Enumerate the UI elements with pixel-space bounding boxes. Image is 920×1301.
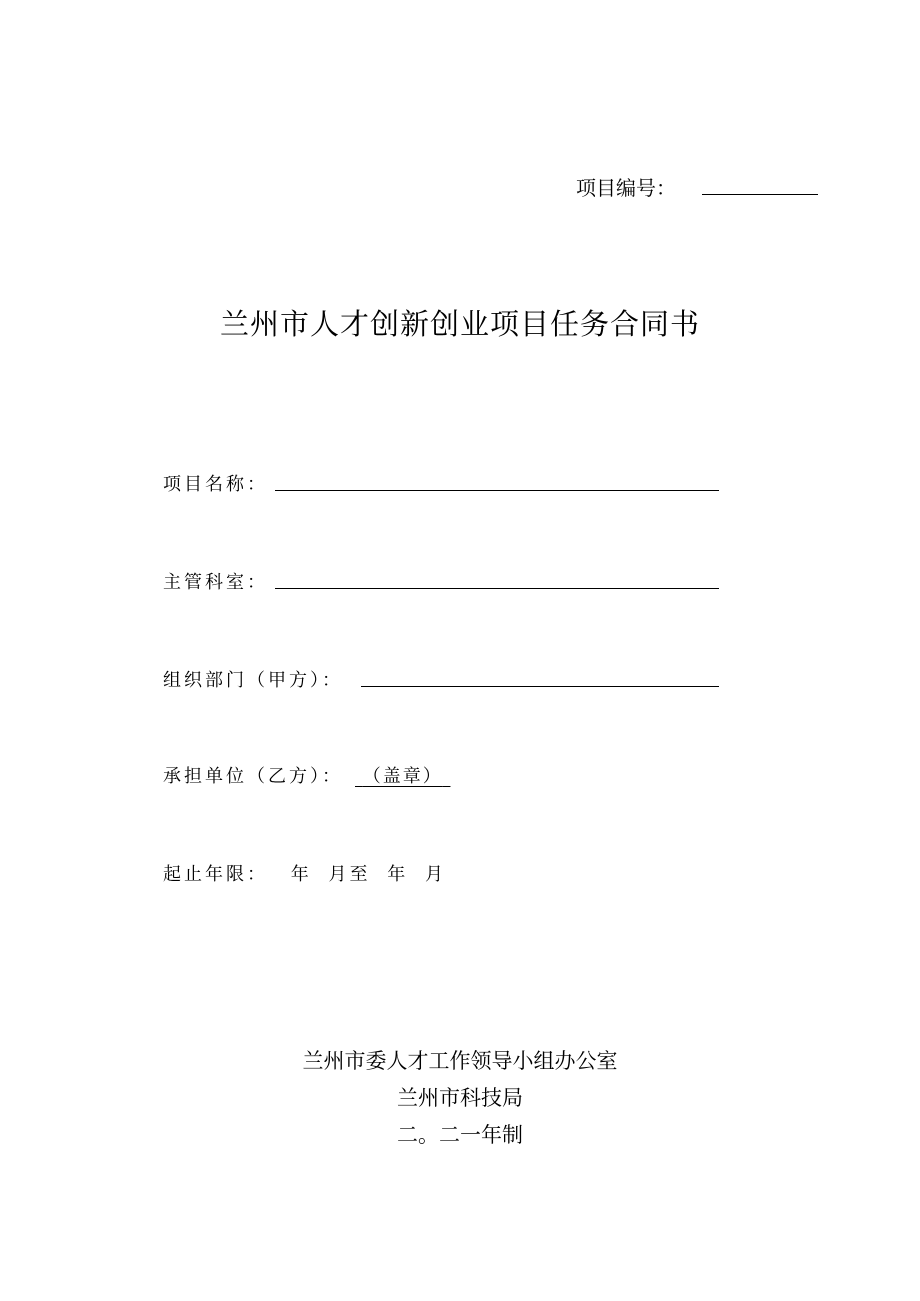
organizing-dept-label: 组织部门（甲方）： xyxy=(163,670,343,691)
period-end-month: 月 xyxy=(424,864,446,885)
document-title: 兰州市人才创新创业项目任务合同书 xyxy=(219,307,700,341)
supervising-office-field xyxy=(163,568,268,594)
period-start-month: 月至 xyxy=(328,864,371,885)
issuer-bureau: 兰州市科技局 xyxy=(397,1086,523,1110)
project-number xyxy=(576,172,676,201)
project-name-blank[interactable] xyxy=(275,490,719,491)
period-start-year: 年 xyxy=(290,864,312,885)
organizing-dept-field xyxy=(163,666,343,692)
supervising-office-blank[interactable] xyxy=(275,588,719,589)
period-field xyxy=(163,860,446,886)
supervising-office-label: 主管科室： xyxy=(163,572,268,593)
project-number-blank[interactable] xyxy=(702,194,818,195)
undertaking-unit-field xyxy=(163,762,443,788)
seal-note: （盖章） xyxy=(362,766,443,787)
undertaking-unit-label: 承担单位（乙方）： xyxy=(163,766,343,787)
project-name-field xyxy=(163,470,268,496)
issue-year: 二。二一年制 xyxy=(397,1123,523,1147)
period-end-year: 年 xyxy=(387,864,409,885)
period-label: 起止年限： xyxy=(163,864,268,885)
project-name-label: 项目名称： xyxy=(163,474,268,495)
issuer-office: 兰州市委人才工作领导小组办公室 xyxy=(302,1049,618,1073)
project-number-label: 项目编号： xyxy=(576,176,676,200)
organizing-dept-blank[interactable] xyxy=(361,686,719,687)
